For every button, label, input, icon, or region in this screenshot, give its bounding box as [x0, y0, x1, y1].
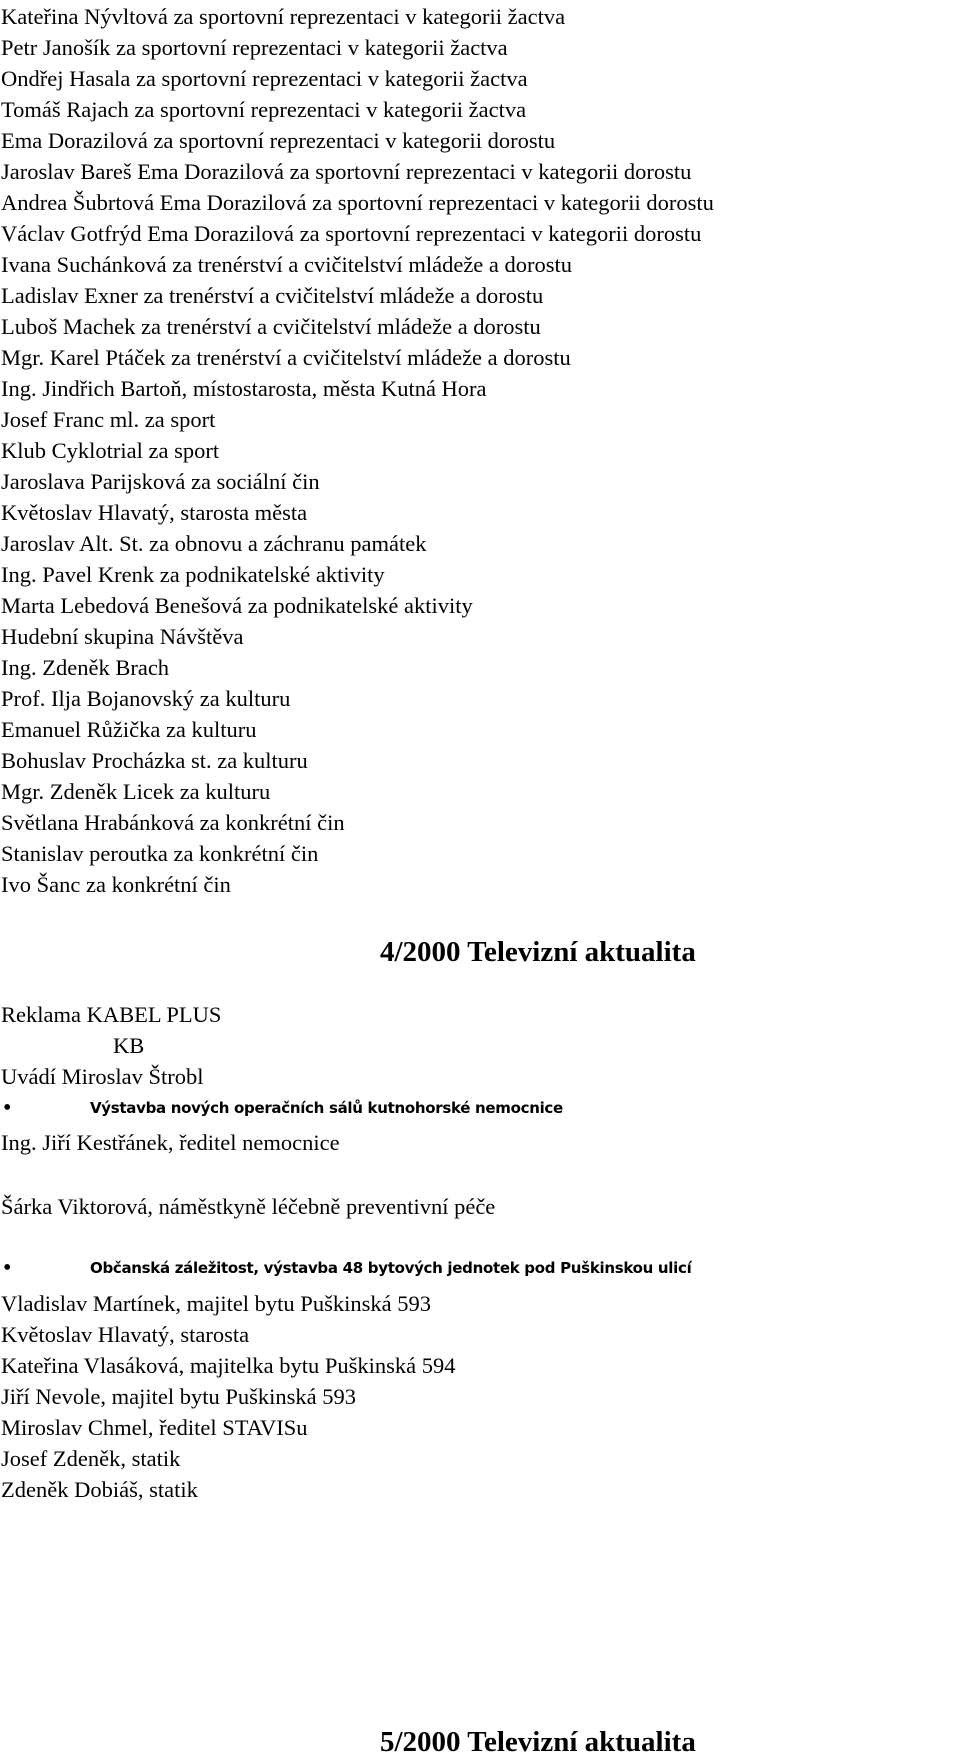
list-item: Jaroslava Parijsková za sociální čin — [1, 469, 320, 494]
section-heading: 4/2000 Televizní aktualita — [380, 936, 696, 968]
list-item: Josef Zdeněk, statik — [1, 1446, 181, 1471]
list-item: Emanuel Růžička za kulturu — [1, 717, 257, 742]
list-item: Ema Dorazilová za sportovní reprezentaci v kategorii dorostu — [1, 128, 556, 153]
list-item: Květoslav Hlavatý, starosta města — [1, 500, 308, 525]
list-item: Bohuslav Procházka st. za kulturu — [1, 748, 308, 773]
list-item: Jaroslav Bareš Ema Dorazilová za sportovní reprezentaci v kategorii dorostu — [1, 159, 692, 184]
list-item: Marta Lebedová Benešová za podnikatelské aktivity — [1, 593, 473, 618]
list-item: Ing. Pavel Krenk za podnikatelské aktivity — [1, 562, 385, 587]
list-item: Petr Janošík za sportovní reprezentaci v kategorii žactva — [1, 35, 508, 60]
list-item: Prof. Ilja Bojanovský za kulturu — [1, 686, 291, 711]
list-item: Ivana Suchánková za trenérství a cvičitelství mládeže a dorostu — [1, 252, 573, 277]
list-item: Jiří Nevole, majitel bytu Puškinská 593 — [1, 1384, 356, 1409]
list-item: Mgr. Zdeněk Licek za kulturu — [1, 779, 271, 804]
list-item: Ladislav Exner za trenérství a cvičitelství mládeže a dorostu — [1, 283, 544, 308]
list-item: Stanislav peroutka za konkrétní čin — [1, 841, 319, 866]
list-item: Kateřina Nývltová za sportovní reprezentaci v kategorii žactva — [1, 4, 566, 29]
section-heading: 5/2000 Televizní aktualita — [380, 1726, 696, 1758]
list-item: Ing. Zdeněk Brach — [1, 655, 170, 680]
list-item: Vladislav Martínek, majitel bytu Puškinská 593 — [1, 1291, 431, 1316]
list-item: Zdeněk Dobiáš, statik — [1, 1477, 198, 1502]
bullet-text: Občanská záležitost, výstavba 48 bytových jednotek pod Puškinskou ulicí — [90, 1259, 692, 1277]
bullet-icon: • — [3, 1095, 12, 1121]
list-item: Světlana Hrabánková za konkrétní čin — [1, 810, 345, 835]
ad-line: KB — [113, 1033, 145, 1058]
list-item: Kateřina Vlasáková, majitelka bytu Puškinská 594 — [1, 1353, 456, 1378]
list-item: Andrea Šubrtová Ema Dorazilová za sportovní reprezentaci v kategorii dorostu — [1, 190, 714, 215]
list-item: Václav Gotfrýd Ema Dorazilová za sportovní reprezentaci v kategorii dorostu — [1, 221, 702, 246]
list-item: Šárka Viktorová, náměstkyně léčebně preventivní péče — [1, 1194, 496, 1219]
list-item: Miroslav Chmel, ředitel STAVISu — [1, 1415, 308, 1440]
list-item: Josef Franc ml. za sport — [1, 407, 216, 432]
list-item: Ing. Jindřich Bartoň, místostarosta, města Kutná Hora — [1, 376, 487, 401]
list-item: Květoslav Hlavatý, starosta — [1, 1322, 250, 1347]
list-item: Luboš Machek za trenérství a cvičitelství mládeže a dorostu — [1, 314, 541, 339]
presenter-line: Uvádí Miroslav Štrobl — [1, 1064, 204, 1089]
list-item: Ing. Jiří Kestřánek, ředitel nemocnice — [1, 1130, 340, 1155]
list-item: Hudební skupina Návštěva — [1, 624, 244, 649]
list-item: Tomáš Rajach za sportovní reprezentaci v kategorii žactva — [1, 97, 527, 122]
list-item: Jaroslav Alt. St. za obnovu a záchranu památek — [1, 531, 427, 556]
list-item: Ondřej Hasala za sportovní reprezentaci v kategorii žactva — [1, 66, 528, 91]
bullet-icon: • — [3, 1255, 12, 1281]
bullet-text: Výstavba nových operačních sálů kutnohorské nemocnice — [90, 1099, 563, 1117]
list-item: Mgr. Karel Ptáček za trenérství a cvičitelství mládeže a dorostu — [1, 345, 571, 370]
list-item: Ivo Šanc za konkrétní čin — [1, 872, 231, 897]
ad-line: Reklama KABEL PLUS — [1, 1002, 222, 1027]
list-item: Klub Cyklotrial za sport — [1, 438, 220, 463]
